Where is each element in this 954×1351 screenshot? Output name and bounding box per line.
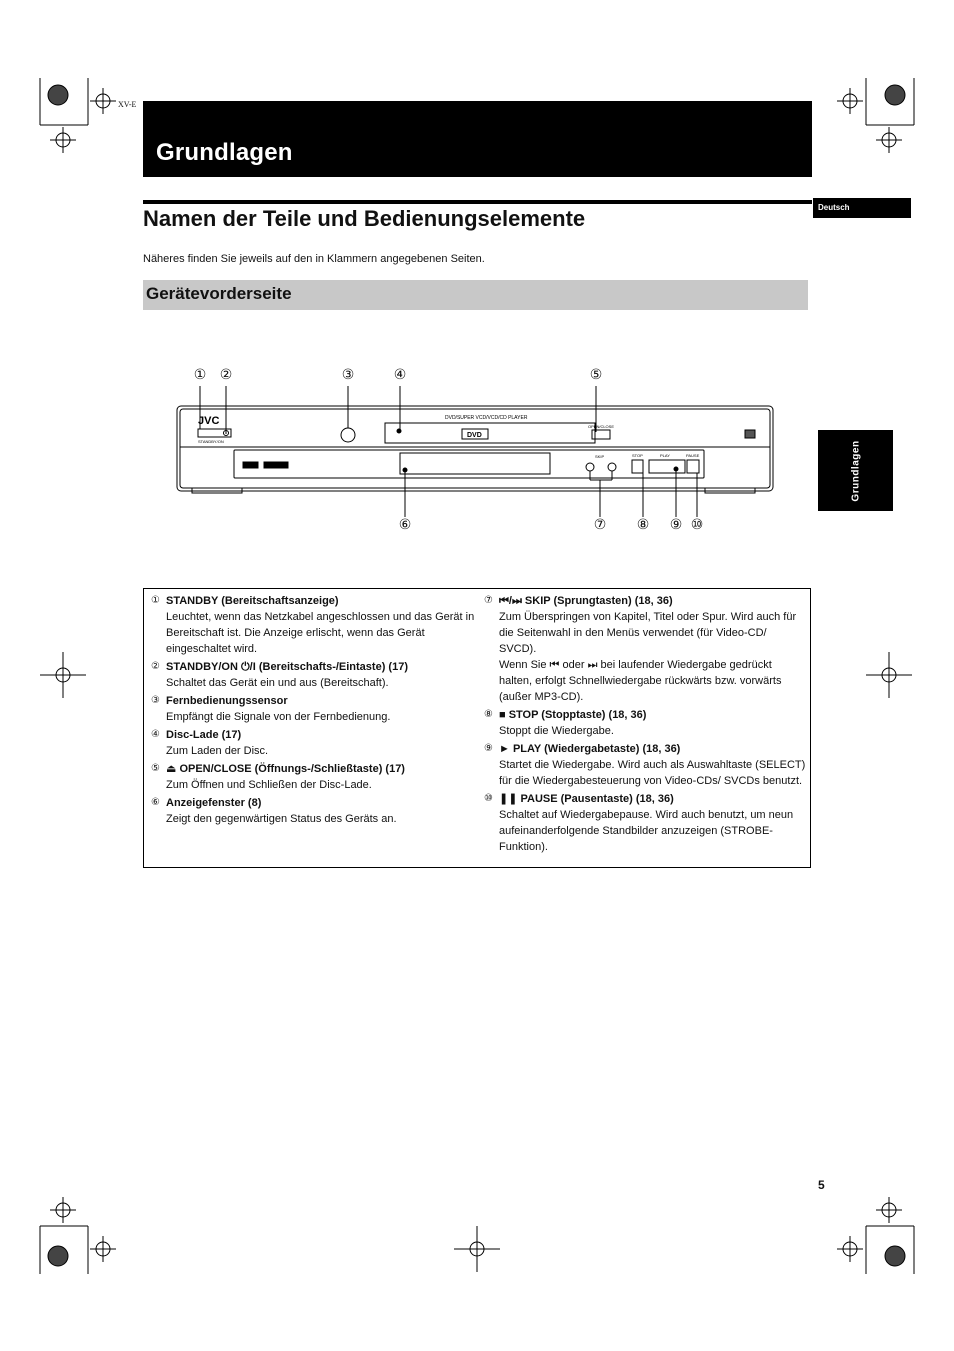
device-skip-label: SKIP	[595, 454, 605, 459]
item-heading: Disc-Lade (17)	[166, 729, 242, 741]
item-body: Zum Öffnen und Schließen der Disc-Lade.	[166, 779, 372, 791]
description-item	[484, 707, 806, 739]
item-number: ⑤	[151, 763, 160, 774]
item-body: Schaltet das Gerät ein und aus (Bereitschaft).	[166, 677, 389, 689]
callout-7: ⑦	[593, 517, 607, 533]
section-title: Gerätevorderseite	[146, 284, 292, 303]
device-open-close-label: OPEN/CLOSE	[588, 424, 615, 429]
item-body: Startet die Wiedergabe. Wird auch als Auswahltaste (SELECT) für die Wiedergabesteuerung von Video-CDs/ SVCDs benutzt.	[499, 759, 806, 787]
item-number: ⑦	[484, 595, 493, 606]
description-column-left	[151, 593, 476, 829]
item-heading: ► PLAY (Wiedergabetaste) (18, 36)	[499, 743, 681, 755]
item-body: Stoppt die Wiedergabe.	[499, 725, 614, 737]
item-body: Schaltet auf Wiedergabepause. Wird auch benutzt, um neun aufeinanderfolgende Standbilder anzuzeigen (STROBE-Funktion).	[499, 809, 794, 853]
device-pause-label: PAUSE	[686, 453, 700, 458]
callout-1: ①	[193, 367, 207, 383]
description-item	[151, 693, 476, 725]
device-standby-label: STANDBY/ON	[198, 439, 224, 444]
item-heading: Anzeigefenster (8)	[166, 797, 262, 809]
item-body: Zeigt den gegenwärtigen Status des Geräts an.	[166, 813, 397, 825]
callout-leader-lines	[0, 0, 954, 600]
item-heading: STANDBY/ON ⏻/I (Bereitschafts-/Eintaste) (17)	[166, 661, 408, 673]
callout-3: ③	[341, 367, 355, 383]
item-number: ⑩	[484, 793, 493, 804]
description-item	[151, 761, 476, 793]
item-number: ⑧	[484, 709, 493, 720]
side-tab-label: Grundlagen	[850, 439, 861, 502]
item-heading: ■ STOP (Stopptaste) (18, 36)	[499, 709, 647, 721]
description-item	[484, 741, 806, 789]
device-stop-label: STOP	[632, 453, 643, 458]
item-heading: Fernbedienungssensor	[166, 695, 288, 707]
item-heading: ❚❚ PAUSE (Pausentaste) (18, 36)	[499, 793, 674, 805]
callout-4: ④	[393, 367, 407, 383]
page-title: Namen der Teile und Bedienungselemente	[143, 206, 586, 231]
item-body-extra: Wenn Sie ⏮ oder ⏭ bei laufender Wiedergabe gedrückt halten, erfolgt Schnellwiedergabe rückwärts bzw. vorwärts (außer MP3-CD).	[499, 659, 782, 703]
device-dvd-logo: DVD	[467, 432, 482, 439]
description-column-right	[484, 593, 806, 857]
callout-5: ⑤	[589, 367, 603, 383]
item-number: ③	[151, 695, 160, 706]
callout-10: ⑩	[690, 517, 704, 533]
item-heading: ⏏ OPEN/CLOSE (Öffnungs-/Schließtaste) (17)	[166, 763, 405, 775]
print-slug: XV-E	[118, 100, 137, 109]
description-item	[151, 593, 476, 657]
intro-text: Näheres finden Sie jeweils auf den in Klammern angegebenen Seiten.	[143, 253, 485, 265]
description-item	[151, 795, 476, 827]
item-heading: ⏮/⏭ SKIP (Sprungtasten) (18, 36)	[499, 595, 673, 607]
item-heading: STANDBY (Bereitschaftsanzeige)	[166, 595, 339, 607]
item-body: Empfängt die Signale von der Fernbedienung.	[166, 711, 391, 723]
chapter-title: Grundlagen	[156, 139, 293, 166]
device-brand: JVC	[198, 415, 220, 427]
device-top-label: DVD/SUPER VCD/VCD/CD PLAYER	[445, 415, 528, 421]
description-item	[151, 659, 476, 691]
item-number: ⑨	[484, 743, 493, 754]
device-play-label: PLAY	[660, 453, 670, 458]
item-number: ⑥	[151, 797, 160, 808]
item-body: Zum Laden der Disc.	[166, 745, 269, 757]
callout-8: ⑧	[636, 517, 650, 533]
callout-6: ⑥	[398, 517, 412, 533]
item-body: Leuchtet, wenn das Netzkabel angeschlossen und das Gerät in Bereitschaft ist. Die Anzeige erlischt, wenn das Gerät eingeschaltet wird.	[166, 611, 475, 655]
callout-9: ⑨	[669, 517, 683, 533]
description-item	[484, 593, 806, 705]
callout-2: ②	[219, 367, 233, 383]
language-tab: Deutsch	[813, 198, 911, 218]
description-item	[151, 727, 476, 759]
item-number: ①	[151, 595, 160, 606]
item-number: ②	[151, 661, 160, 672]
page-number: 5	[818, 1178, 825, 1192]
description-item	[484, 791, 806, 855]
item-body: Zum Überspringen von Kapitel, Titel oder Spur. Wird auch für die Seitenwahl in den Menüs verwendet (für Video-CD/ SVCD).	[499, 611, 797, 655]
item-number: ④	[151, 729, 160, 740]
parts-description-box	[143, 588, 811, 868]
